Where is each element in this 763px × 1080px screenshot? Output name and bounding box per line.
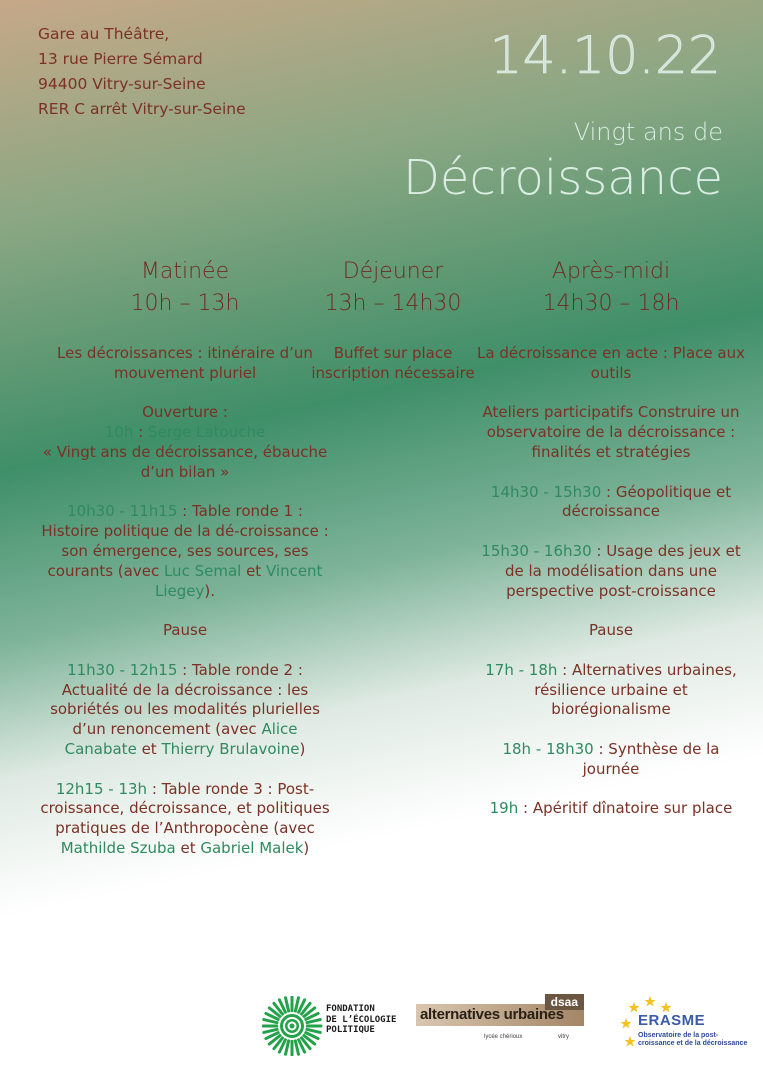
speaker-name: Gabriel Malek [200,838,304,857]
session-text: : Usage des jeux et de la modélisation dans une perspective post-croissance [504,541,741,600]
column-matinee [40,256,330,879]
session-text: : Table ronde 2 : Actualité de la décroissance : les sobriétés ou les modalités plurielles d’un renoncement (avec [50,660,320,739]
fep-line: POLITIQUE [326,1025,375,1035]
session-time: 15h30 - 16h30 [481,541,592,560]
address-line: 94400 Vitry-sur-Seine [38,75,206,93]
speaker-name: Alice Canabate [64,720,298,758]
session-aperitif [475,799,747,819]
session-round-table-1 [40,502,330,601]
stars-icon [620,994,740,1064]
closing-paren: ) [303,838,310,857]
speaker-name: Vincent Liegey [154,561,323,600]
session-time: 12h15 - 13h [55,779,148,798]
sunflower-ray [307,1020,321,1023]
sunflower-ray [307,1029,321,1032]
address-line: Gare au Théâtre, [38,25,170,43]
column-body [475,344,747,819]
address-line: RER C arrêt Vitry-sur-Seine [38,100,246,118]
sunflower-ray [295,998,298,1012]
event-subtitle: Vingt ans de [573,118,723,146]
session-time: 18h - 18h30 [502,739,594,758]
fep-logo-text [326,1004,396,1036]
session-time: 19h [489,799,519,818]
workshops-intro: Ateliers participatifs Construire un observatoire de la décroissance : finalités et stratégies [482,403,740,461]
event-date: 14.10.22 [489,26,721,86]
pause-label: Pause [588,621,634,640]
venue-address [38,22,358,122]
session-time: 11h30 - 12h15 [67,660,178,679]
fep-line: DE L’ÉCOLOGIE [326,1014,397,1025]
speaker-name: Serge Latouche [147,423,266,442]
opening-line [40,423,330,443]
closing-paren: ) [299,739,306,758]
session-round-table-2 [40,661,330,760]
dsaa-city: vitry [558,1034,569,1040]
speaker-name: Thierry Brulavoine [161,739,300,758]
talk-title: « Vingt ans de décroissance, ébauche d’un bilan » [42,442,328,481]
session-intro: Les décroissances : itinéraire d’un mouvement pluriel [57,344,313,382]
erasme-logo [620,994,748,1064]
session-time: 14h30 - 15h30 [490,482,602,501]
session-text: : Synthèse de la journée [582,739,720,778]
workshop-alternatives [475,661,747,720]
session-text: : Table ronde 1 : Histoire politique de la dé-croissance : son émergence, ses sources, ses courants (avec [41,502,329,580]
column-body [40,344,330,859]
closing-paren: ). [204,581,215,600]
dsaa-logo [416,995,584,1050]
sunflower-ray [264,1029,278,1032]
sunflower-ray [286,1041,289,1055]
conjunction: et [175,838,201,857]
partner-logos [0,990,763,1080]
session-time: 10h30 - 11h15 [67,502,178,521]
session-time: 17h - 18h [485,660,558,679]
separator: : [133,423,148,442]
session-time: 10h [104,423,134,442]
dsaa-school: lycée chérioux [484,1034,523,1040]
session-text: : Apéritif dînatoire sur place [518,799,733,818]
erasme-name: ERASME [638,1012,706,1029]
erasme-subtitle: Observatoire de la post-croissance et de la décroissance [638,1032,748,1047]
lunch-info: Buffet sur place inscription nécessaire [311,344,475,382]
event-title: Décroissance [402,150,723,206]
column-apres-midi [475,256,747,839]
address-line: 13 rue Pierre Sémard [38,50,203,68]
dsaa-name: alternatives urbaines [420,1006,564,1023]
dsaa-tag: dsaa [545,994,584,1010]
sunflower-ray [295,1041,298,1055]
column-dejeuner [310,256,476,403]
workshop-geopolitique [475,483,747,523]
conjunction: et [136,739,162,758]
session-opening [40,403,330,482]
pause-label: Pause [162,621,208,640]
session-text: : Géopolitique et décroissance [562,482,732,521]
sunflower-ray [264,1020,278,1023]
session-synthese [475,740,747,780]
column-time: 14h30 – 18h [542,291,680,316]
column-time: 13h – 14h30 [324,291,462,316]
session-text: : Table ronde 3 : Post-croissance, décroissance, et politiques pratiques de l’Anthropocène (avec [40,779,330,838]
workshop-jeux [475,542,747,601]
session-text: : Alternatives urbaines, résilience urbaine et biorégionalisme [534,660,737,719]
column-time: 10h – 13h [130,291,240,316]
column-body [310,344,476,384]
sunflower-ray [286,998,289,1012]
speaker-name: Luc Semal [163,561,242,580]
column-heading: Déjeuner [342,259,444,284]
fep-line: FONDATION [326,1004,375,1014]
conjunction: et [241,561,266,580]
column-heading: Après-midi [551,259,671,284]
opening-label: Ouverture : [142,403,228,422]
column-heading: Matinée [140,259,230,284]
session-round-table-3 [40,780,330,859]
speaker-name: Mathilde Szuba [60,838,176,857]
session-intro: La décroissance en acte : Place aux outils [477,344,745,382]
